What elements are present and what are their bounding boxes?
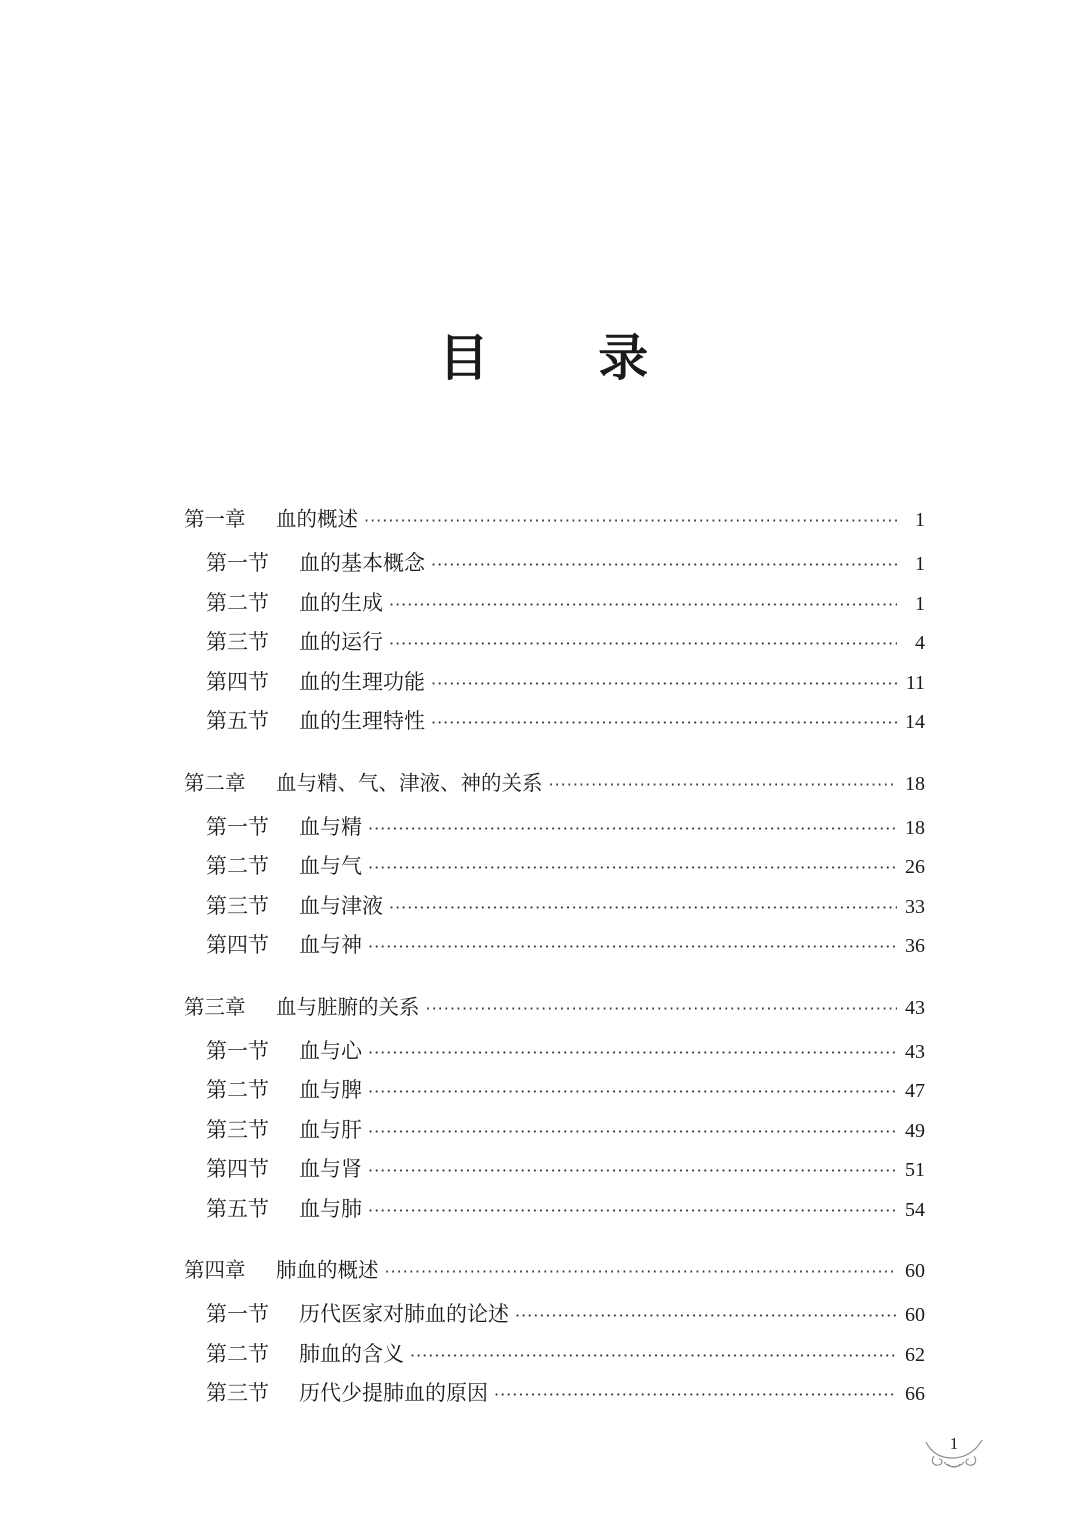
toc-section-entry-label: 血与津液	[299, 893, 383, 918]
dot-leader	[431, 664, 897, 704]
page-number: 1	[949, 1434, 959, 1453]
toc-section-entry-number: 第二节	[206, 1078, 269, 1102]
dot-leader	[364, 500, 897, 542]
toc-section-entry-number: 第四节	[206, 1157, 269, 1181]
toc-chapter	[184, 498, 925, 742]
dot-leader	[389, 585, 897, 625]
toc-section-entry-label: 血与精	[299, 814, 362, 839]
toc-section-entry[interactable]	[184, 926, 925, 966]
toc-section-entry[interactable]	[184, 1335, 925, 1375]
toc-section-entry-label: 肺血的含义	[299, 1341, 404, 1366]
toc-chapter-entry-page: 43	[905, 996, 925, 1019]
dot-leader	[410, 1336, 897, 1376]
toc-chapter-entry-label: 血与脏腑的关系	[276, 994, 420, 1019]
toc-section-entry-page: 62	[905, 1343, 925, 1366]
toc-section-entry-label: 血与肝	[299, 1117, 362, 1142]
toc-section-entry[interactable]	[184, 1111, 925, 1151]
toc-section-entry-page: 47	[905, 1080, 925, 1102]
toc-section-entry-page: 11	[905, 671, 925, 694]
toc-section-entry-number: 第一节	[206, 1038, 269, 1063]
dot-leader	[385, 1251, 898, 1293]
dot-leader	[431, 545, 897, 585]
page-footer	[922, 1432, 986, 1478]
toc-chapter-entry[interactable]	[184, 986, 925, 1028]
dot-leader	[368, 809, 897, 849]
toc-chapter-entry[interactable]	[184, 1249, 925, 1291]
dot-leader	[389, 624, 897, 664]
toc-section-entry-page: 66	[905, 1383, 925, 1405]
toc-section-entry-page: 60	[905, 1304, 925, 1326]
toc-section-entry[interactable]	[184, 1190, 925, 1230]
toc-section-entry-number: 第一节	[206, 551, 269, 575]
toc-section-entry-label: 血与脾	[299, 1078, 362, 1102]
dot-leader	[368, 1151, 897, 1191]
toc-section-entry-number: 第四节	[206, 669, 269, 694]
toc-section-entry-label: 血与肺	[299, 1196, 362, 1221]
toc-section-entry-page: 36	[905, 935, 925, 957]
toc-chapter-entry-label: 血的概述	[276, 507, 358, 531]
toc-section-entry[interactable]	[184, 544, 925, 584]
toc-section-entry-number: 第一节	[206, 814, 269, 839]
toc-chapter-entry[interactable]	[184, 762, 925, 804]
toc-section-entry[interactable]	[184, 1032, 925, 1072]
toc-section-entry-label: 血的生理功能	[299, 669, 425, 694]
toc-section-entry-page: 14	[905, 711, 925, 733]
toc-section-entry-label: 血与肾	[299, 1157, 362, 1181]
toc-section-entry-page: 1	[915, 553, 925, 575]
toc-chapter-entry-page: 60	[905, 1260, 925, 1282]
toc-section-entry[interactable]	[184, 1150, 925, 1190]
toc-section-entry-number: 第五节	[206, 709, 269, 733]
toc-section-entry-label: 血与气	[299, 854, 362, 878]
toc-section-entry-number: 第三节	[206, 893, 269, 918]
dot-leader	[368, 1191, 897, 1231]
toc-section-entry[interactable]	[184, 1295, 925, 1335]
dot-leader	[389, 888, 897, 928]
toc-section-entry-label: 血与心	[299, 1038, 362, 1063]
dot-leader	[368, 1112, 897, 1152]
toc-chapter-entry-label: 血与精、气、津液、神的关系	[276, 770, 543, 795]
toc-chapter-entry-number: 第二章	[184, 770, 246, 795]
toc-section-entry-number: 第二节	[206, 1341, 269, 1366]
dot-leader	[431, 703, 897, 743]
dot-leader	[426, 988, 898, 1030]
toc-section-entry-page: 51	[905, 1159, 925, 1181]
toc-section-entry-label: 血与神	[299, 933, 362, 957]
toc-section-entry[interactable]	[184, 1071, 925, 1111]
toc-section-entry-label: 历代医家对肺血的论述	[299, 1302, 509, 1326]
dot-leader	[368, 1033, 897, 1073]
dot-leader	[368, 848, 897, 888]
toc-section-entry-number: 第二节	[206, 590, 269, 615]
toc-chapter-entry-number: 第一章	[184, 507, 246, 531]
toc-chapter-entry-number: 第三章	[184, 994, 246, 1019]
toc-section-entry[interactable]	[184, 584, 925, 624]
toc-section-entry-number: 第三节	[206, 630, 269, 654]
toc-section-entry-page: 49	[905, 1119, 925, 1142]
toc-section-entry-label: 血的生成	[299, 590, 383, 615]
toc-section-entry-page: 54	[905, 1198, 925, 1221]
toc-section-entry-number: 第五节	[206, 1196, 269, 1221]
toc-chapter-entry-page: 1	[915, 509, 925, 531]
table-of-contents	[184, 498, 925, 1434]
toc-section-entry-label: 血的运行	[299, 630, 383, 654]
toc-section-entry-number: 第三节	[206, 1381, 269, 1405]
toc-chapter	[184, 986, 925, 1230]
toc-section-entry-page: 43	[905, 1040, 925, 1063]
toc-section-entry-page: 33	[905, 895, 925, 918]
toc-section-entry-label: 血的基本概念	[299, 551, 425, 575]
toc-section-entry-label: 历代少提肺血的原因	[299, 1381, 488, 1405]
toc-section-entry-number: 第四节	[206, 933, 269, 957]
dot-leader	[368, 1072, 897, 1112]
toc-chapter	[184, 1249, 925, 1414]
toc-section-entry[interactable]	[184, 847, 925, 887]
dot-leader	[515, 1296, 897, 1336]
toc-chapter	[184, 762, 925, 966]
toc-section-entry[interactable]	[184, 663, 925, 703]
dot-leader	[494, 1375, 897, 1415]
toc-section-entry[interactable]	[184, 623, 925, 663]
toc-chapter-entry[interactable]	[184, 498, 925, 540]
toc-section-entry-page: 1	[915, 592, 925, 615]
toc-section-entry-page: 4	[915, 632, 925, 654]
toc-section-entry-page: 26	[905, 856, 925, 878]
toc-chapter-entry-number: 第四章	[184, 1258, 246, 1282]
toc-chapter-entry-page: 18	[905, 772, 925, 795]
toc-section-entry-page: 18	[905, 816, 925, 839]
toc-chapter-entry-label: 肺血的概述	[276, 1258, 379, 1282]
dot-leader	[549, 764, 898, 806]
toc-section-entry-number: 第一节	[206, 1302, 269, 1326]
toc-section-entry[interactable]	[184, 887, 925, 927]
page-title: 目 录	[438, 329, 695, 387]
toc-section-entry[interactable]	[184, 1374, 925, 1414]
toc-section-entry[interactable]	[184, 702, 925, 742]
toc-section-entry[interactable]	[184, 808, 925, 848]
dot-leader	[368, 927, 897, 967]
toc-section-entry-number: 第二节	[206, 854, 269, 878]
toc-section-entry-label: 血的生理特性	[299, 709, 425, 733]
toc-section-entry-number: 第三节	[206, 1117, 269, 1142]
